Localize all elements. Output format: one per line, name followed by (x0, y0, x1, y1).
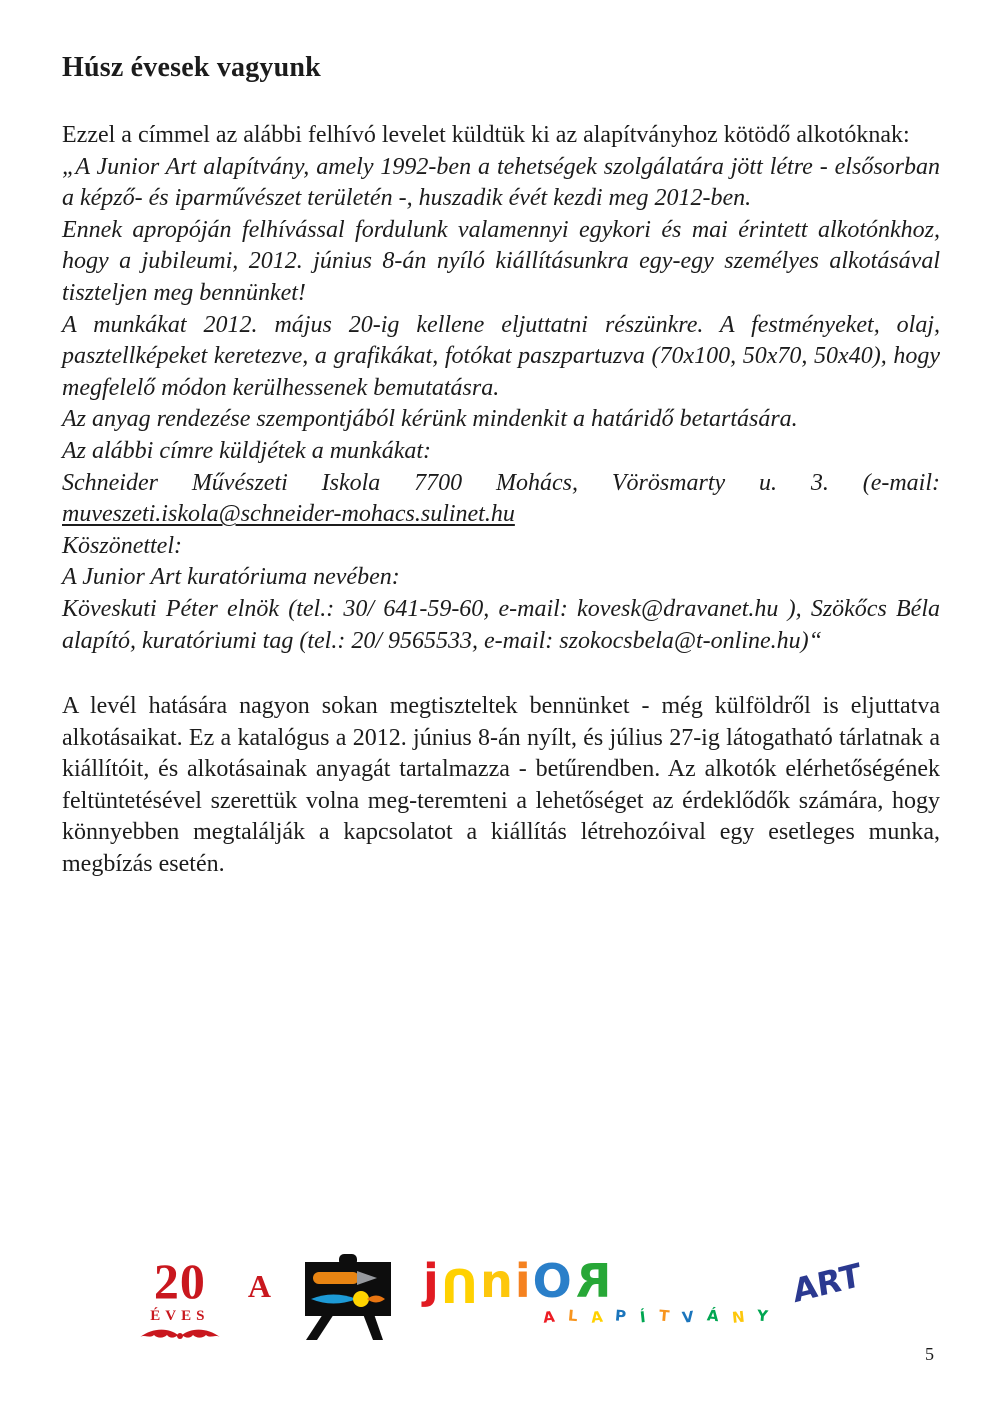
easel-right-leg (363, 1314, 383, 1340)
junior-wordmark (422, 1254, 774, 1327)
foundation-logo (0, 1252, 1000, 1344)
easel-icon (297, 1254, 397, 1340)
alapitvany-letter: L (567, 1306, 583, 1326)
article-a-label: A (247, 1268, 271, 1304)
page-title: Húsz évesek vagyunk (62, 52, 321, 83)
laurel-branches (140, 1330, 220, 1339)
yellow-paint-blob (353, 1291, 369, 1307)
orange-brush-stroke (313, 1272, 359, 1284)
letter-deadline: A munkákat 2012. május 20-ig kellene eljuttatni részünkre. A festményeket, olaj, pasztellképeket keretezve, a grafikákat, fotókat paszpartuzva (70x100, 50x70, 50x40), hogy megfelelő módon kerülhessenek bemutatásra. (62, 311, 940, 401)
letter-address-intro: Az alábbi címre küldjétek a munkákat: (62, 437, 431, 464)
letter-on-behalf: A Junior Art kuratóriuma nevében: (62, 564, 400, 591)
junior-letter: i (514, 1254, 533, 1308)
junior-letter: n (480, 1254, 515, 1308)
junior-letters (422, 1254, 772, 1312)
alapitvany-letter: N (730, 1307, 750, 1327)
twenty-years-badge (138, 1253, 222, 1344)
laurel-icon (138, 1326, 222, 1344)
easel-board (305, 1262, 391, 1316)
easel-left-leg (306, 1314, 334, 1340)
alapitvany-letter: T (657, 1306, 674, 1326)
letter-thanks: Köszönettel: (62, 532, 182, 559)
letter-intro: Ezzel a címmel az alábbi felhívó levelet küldtük ki az alapítványhoz kötödő alkotóknak: (62, 122, 910, 148)
address-text: Schneider Művészeti Iskola 7700 Mohács, Vörösmarty u. 3. (e-mail: (62, 469, 940, 496)
letter-content (62, 52, 940, 881)
letter-address (62, 468, 940, 531)
alapitvany-letter: V (681, 1307, 699, 1327)
badge-eves-label: ÉVES (150, 1308, 210, 1324)
alapitvany-letter: Y (756, 1306, 774, 1326)
letter-signatories: Köveskuti Péter elnök (tel.: 30/ 641-59-60, e-mail: kovesk@dravanet.hu ), Szökőcs Béla alapító, kuratóriumi tag (tel.: 20/ 9565533, e-mail: szokocsbela@t-online.hu)“ (62, 595, 940, 654)
art-wordmark: ART (790, 1255, 864, 1311)
badge-number: 20 (153, 1253, 206, 1309)
address-email: muveszeti.iskola@schneider-mohacs.sulinet.hu (62, 501, 515, 528)
letter-quote-opening: „A Junior Art alapítvány, amely 1992-ben a tehetségek szolgálatára jött létre - elsősorban a képző- és iparművészet területén -, huszadik évét kezdi meg 2012-ben. (62, 153, 940, 212)
junior-letter: U (440, 1258, 481, 1312)
letter-order-note: Az anyag rendezése szempontjából kérünk mindenkit a határidő betartására. (62, 406, 798, 433)
closing-summary: A levél hatására nagyon sokan megtiszteltek bennünket - még külföldről is eljuttatva alkotásaikat. Ez a katalógus a 2012. június 8-án nyílt, és július 27-ig látogatható tárlatnak a kiállítóit, és alkotásainak anyagát tartalmazza - betűrendben. Az alkotók elérhetőségének feltüntetésével szerettük volna meg-teremteni a lehetőséget az érdeklődők számára, hogy könnyebben megtalálják a kapcsolatot a kiállítás létrehozóival egy esetleges munka, megbízás esetén. (62, 693, 940, 878)
letter-appeal: Ennek apropóján felhívással fordulunk valamennyi egykori és mai érintett alkotónkhoz, hogy a jubileumi, 2012. június 8-án nyíló kiállításunkra egy-egy személyes alkotásával tiszteljen meg bennünket! (62, 216, 940, 306)
alapitvany-letter: Á (706, 1306, 724, 1326)
alapitvany-letter: Í (638, 1307, 651, 1327)
page-number: 5 (925, 1344, 934, 1364)
junior-letter: O (532, 1254, 574, 1308)
junior-letter: R (573, 1254, 612, 1308)
junior-letter: j (422, 1254, 441, 1308)
alapitvany-letter: A (589, 1307, 608, 1327)
alapitvany-letter: A (542, 1307, 560, 1327)
alapitvany-letter: P (614, 1306, 632, 1326)
